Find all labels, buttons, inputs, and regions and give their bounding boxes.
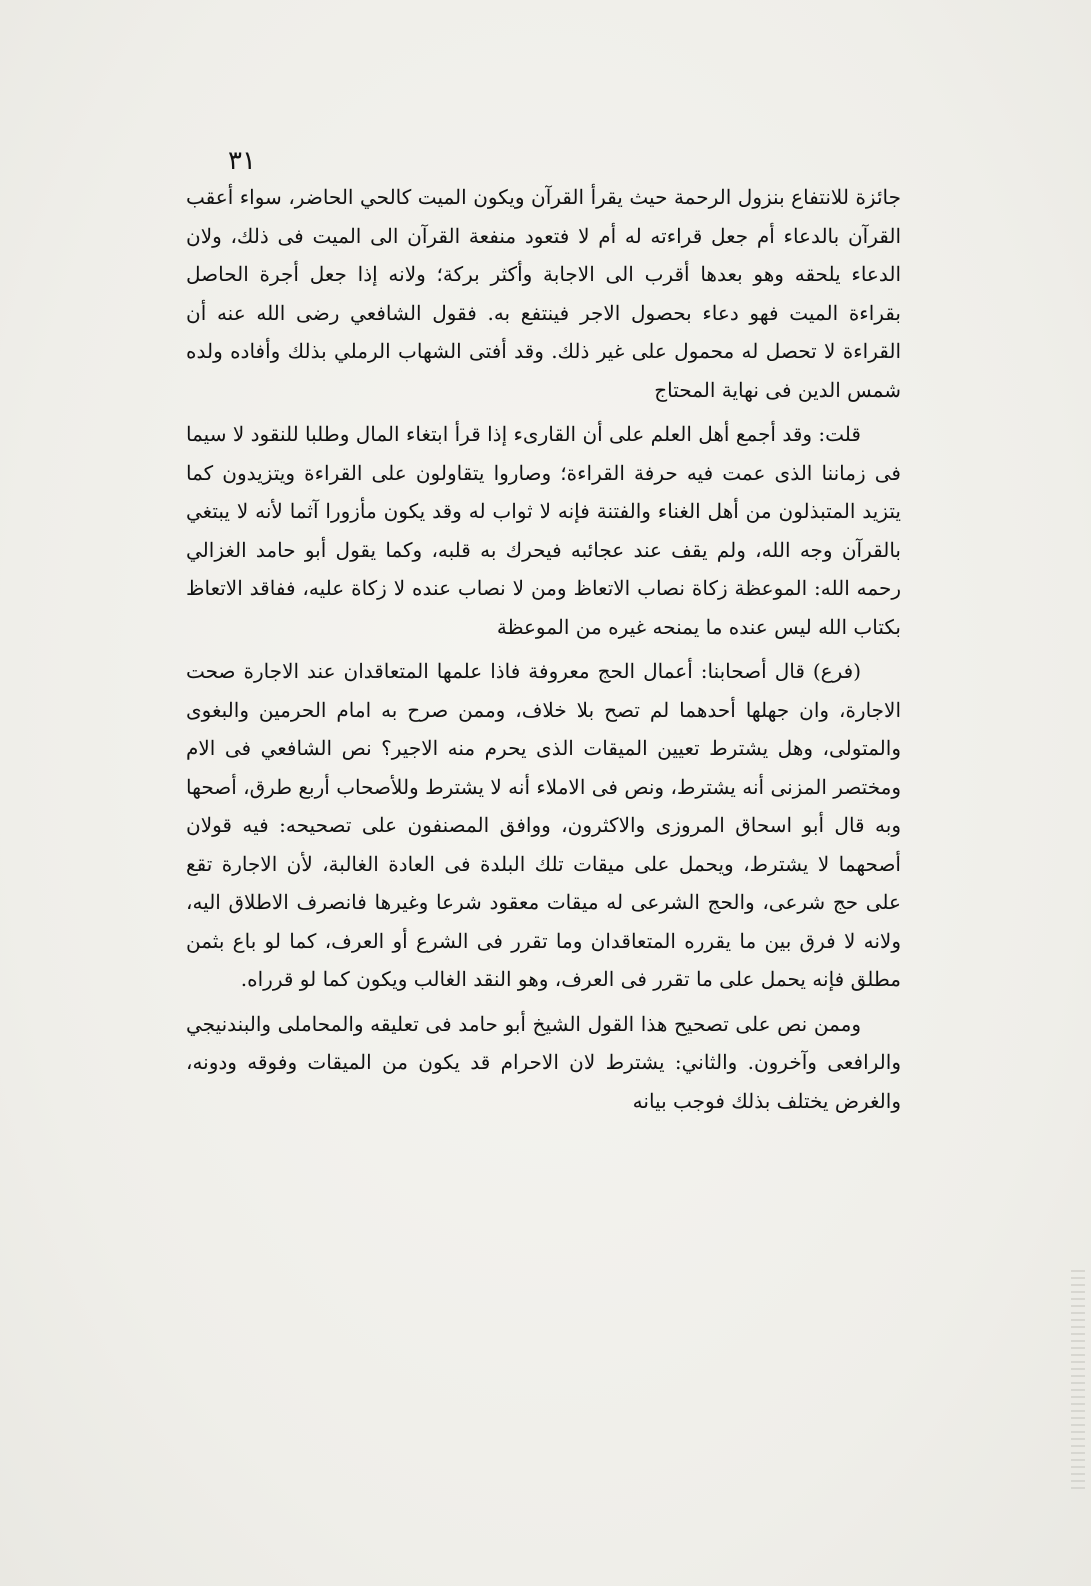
paragraph-4: وممن نص على تصحيح هذا القول الشيخ أبو حامد فى تعليقه والمحاملى والبندنيجي والرافعى وآخرون. والثاني: يشترط لان الاحرام قد يكون من الميقات وفوقه ودونه، والغرض يختلف بذلك فوجب بيانه [186, 1011, 901, 1113]
paragraph-1: جائزة للانتفاع بنزول الرحمة حيث يقرأ القرآن ويكون الميت كالحي الحاضر، سواء أعقب القرآن بالدعاء أم جعل قراءته له أم لا فتعود منفعة القرآن الى الميت فى ذلك، ولان الدعاء يلحقه وهو بعدها أقرب الى الاجابة وأكثر بركة؛ ولانه إذا جعل أجرة الحاصل بقراءة الميت فهو دعاء بحصول الاجر فينتفع به. فقول الشافعي رضى الله عنه أن القراءة لا تحصل له محمول على غير ذلك. وقد أفتى الشهاب الرملي بذلك وأفاده ولده شمس الدين فى نهاية المحتاج [186, 185, 901, 402]
paragraph-3: (فرع) قال أصحابنا: أعمال الحج معروفة فاذا علمها المتعاقدان عند الاجارة صحت الاجارة، وان جهلها أحدهما لم تصح بلا خلاف، وممن صرح به امام الحرمين والبغوى والمتولى، وهل يشترط تعيين الميقات الذى يحرم منه الاجير؟ نص الشافعي فى الام ومختصر المزنى أنه يشترط، ونص فى الاملاء أنه لا يشترط وللأصحاب أربع طرق، أصحها وبه قال أبو اسحاق المروزى والاكثرون، ووافق المصنفون على تصحيحه: فيه قولان أصحهما لا يشترط، ويحمل على ميقات تلك البلدة فى العادة الغالبة، لأن الاجارة تقع على حج شرعى، والحج الشرعى له ميقات معقود شرعا وغيرها فانصرف الاطلاق اليه، ولانه لا فرق بين ما يقرره المتعاقدان وما تقرر فى الشرع أو العرف، كما لو باع بثمن مطلق فإنه يحمل على ما تقرر فى العرف، وهو النقد الغالب ويكون كما لو قرراه. [186, 659, 901, 991]
paragraph-2: قلت: وقد أجمع أهل العلم على أن القارىء إذا قرأ ابتغاء المال وطلبا للنقود لا سيما فى زماننا الذى عمت فيه حرفة القراءة؛ وصاروا يتقاولون على القراءة ويتزيدون كما يتزيد المتبذلون من أهل الغناء والفتنة فإنه لا ثواب له وقد يكون مأزورا آثما لأنه لا يبتغي بالقرآن وجه الله، ولم يقف عند عجائبه فيحرك به قلبه، وكما يقول أبو حامد الغزالي رحمه الله: الموعظة زكاة نصاب الاتعاظ ومن لا نصاب عنده لا زكاة عليه، ففاقد الاتعاظ بكتاب الله ليس عنده ما يمنحه غيره من الموعظة [186, 422, 901, 639]
body-text [186, 178, 901, 1120]
scan-edge-marks [1071, 1270, 1085, 1490]
page-number: ٣١ [228, 146, 256, 176]
